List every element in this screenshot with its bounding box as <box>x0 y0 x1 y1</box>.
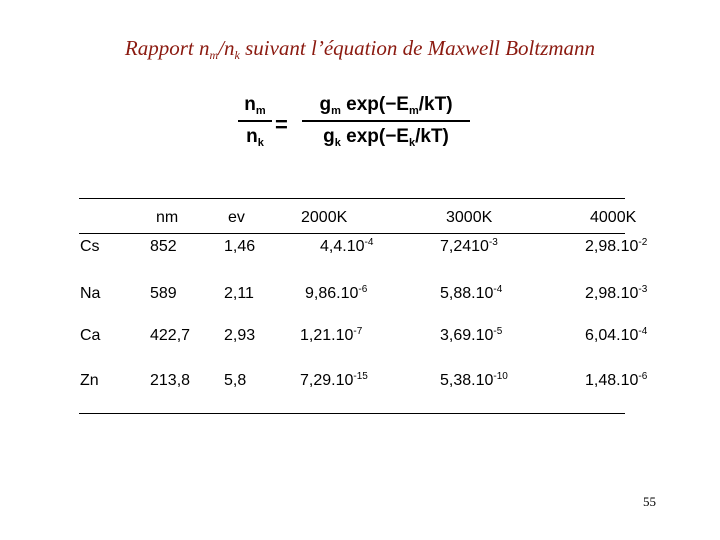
header-2000k: 2000K <box>301 209 348 226</box>
row-ev: 2,11 <box>224 285 254 302</box>
row-3000k: $3,69.10^{-5}$ <box>440 326 503 344</box>
row-2000k: $4,4.10^{-4}$ <box>320 237 374 255</box>
row-nm: 213,8 <box>150 372 191 389</box>
header-4000k: 4000K <box>590 209 637 226</box>
row-ev: 5,8 <box>224 372 247 389</box>
row-ev: 2,93 <box>224 327 256 344</box>
row-3000k: $5,38.10^{-10}$ <box>440 371 508 389</box>
row-element: Cs <box>80 238 100 255</box>
row-4000k: $1,48.10^{-6}$ <box>585 371 648 389</box>
rhs-numerator: $g_m$ $\exp(-E_m/kT)$ <box>319 94 453 117</box>
row-ev: 1,46 <box>224 238 256 255</box>
row-element: Zn <box>80 372 99 389</box>
row-element: Na <box>80 285 101 302</box>
header-3000k: 3000K <box>446 209 493 226</box>
header-nm: nm <box>156 209 179 226</box>
row-nm: 422,7 <box>150 327 191 344</box>
header-ev: ev <box>228 209 245 226</box>
equals-sign: = <box>275 112 288 137</box>
rhs-denominator: $g_k$ $\exp(-E_k/kT)$ <box>323 126 449 149</box>
slide-title: Rapport $n_m/n_k$ suivant l’équation de Maxwell Boltzmann <box>124 36 596 62</box>
row-3000k: $7,2410^{-3}$ <box>440 237 498 255</box>
row-element: Ca <box>80 327 101 344</box>
page-number: 55 <box>643 494 656 509</box>
row-nm: 852 <box>150 238 177 255</box>
lhs-denominator: $n_k$ <box>246 126 264 149</box>
row-3000k: $5,88.10^{-4}$ <box>440 284 503 302</box>
row-2000k: $7,29.10^{-15}$ <box>300 371 368 389</box>
row-nm: 589 <box>150 285 177 302</box>
row-4000k: $2,98.10^{-2}$ <box>585 237 648 255</box>
row-4000k: $6,04.10^{-4}$ <box>585 326 648 344</box>
lhs-numerator: $n_m$ <box>244 94 266 117</box>
row-2000k: $1,21.10^{-7}$ <box>300 326 363 344</box>
row-2000k: $9,86.10^{-6}$ <box>305 284 368 302</box>
row-4000k: $2,98.10^{-3}$ <box>585 284 648 302</box>
